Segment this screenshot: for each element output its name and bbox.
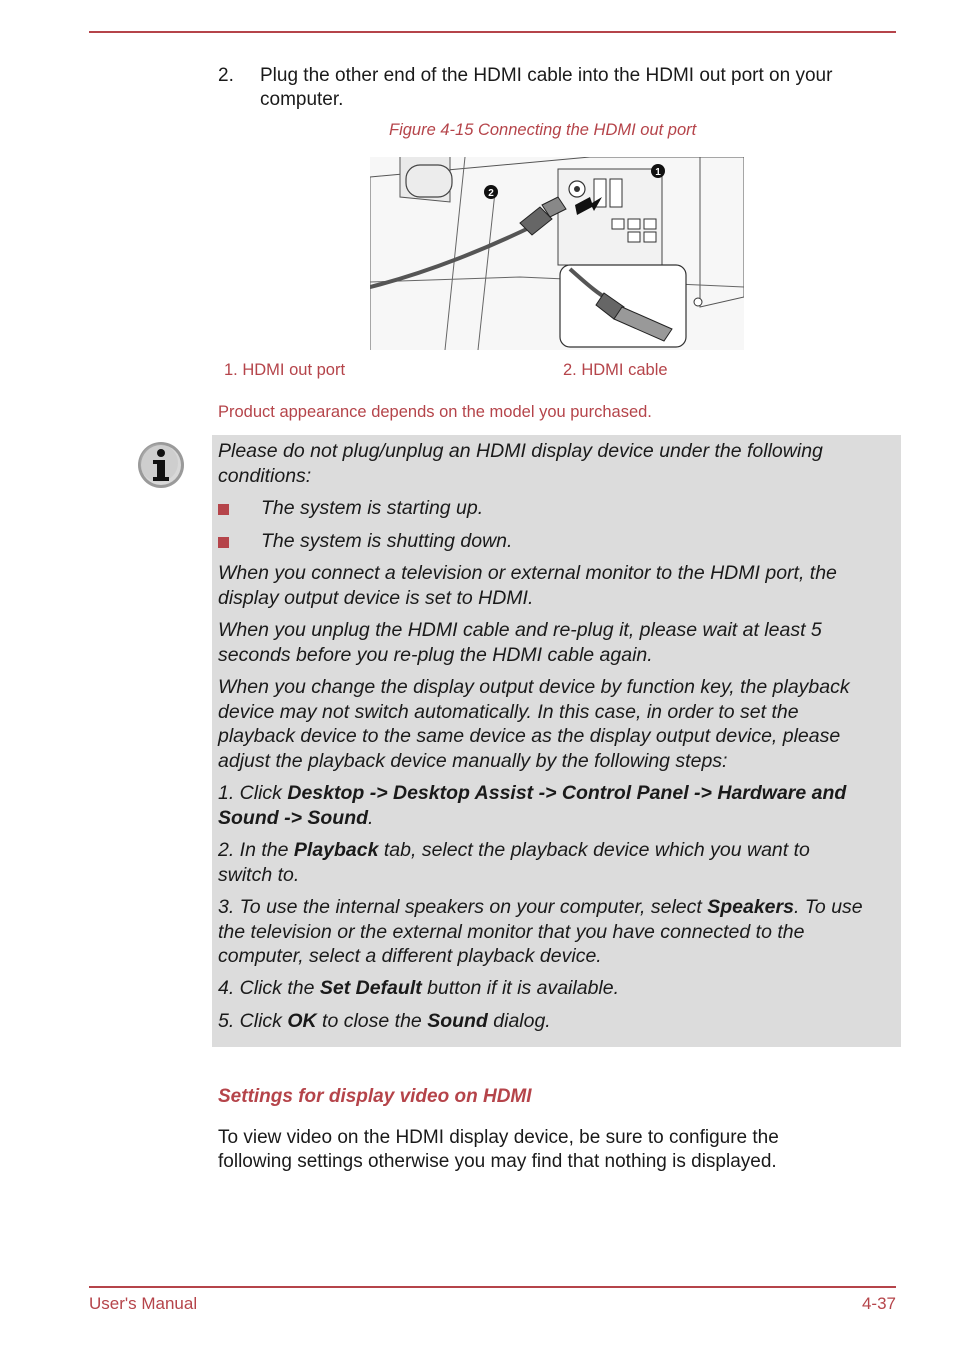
bullet-item: The system is starting up. xyxy=(261,497,484,519)
note-para-replug xyxy=(218,618,898,667)
para3-line: device may not switch automatically. In this case, in order to set the xyxy=(218,700,799,723)
para2-line1: When you unplug the HDMI cable and re-plug it, please wait at least 5 xyxy=(218,619,822,641)
footer-manual-title: User's Manual xyxy=(89,1294,198,1313)
step5-sound: Sound xyxy=(427,1010,488,1032)
step1-prefix: 1. Click xyxy=(218,782,288,804)
step2-line2: switch to. xyxy=(218,863,300,886)
step2-playback: Playback xyxy=(293,839,379,861)
para1-line1: When you connect a television or external monitor to the HDMI port, the xyxy=(218,562,837,584)
hdmi-connection-figure xyxy=(370,157,744,350)
bullet-item: The system is shutting down. xyxy=(261,530,513,552)
note-intro xyxy=(218,439,898,488)
note-step-1 xyxy=(218,781,898,830)
step1-path-a: Desktop -> Desktop Assist -> Control Panel -> Hardware and xyxy=(287,782,847,804)
step4-set-default: Set Default xyxy=(319,977,422,999)
step1-path-b: Sound -> Sound xyxy=(218,806,369,829)
step3-prefix: 3. To use the internal speakers on your computer, select xyxy=(218,896,708,918)
step5-rest: dialog. xyxy=(487,1010,551,1032)
step5-mid: to close the xyxy=(316,1010,428,1032)
info-icon xyxy=(136,440,186,490)
para3-line: When you change the display output device by function key, the playback xyxy=(218,676,850,698)
para3-line: adjust the playback device manually by the following steps: xyxy=(218,749,728,772)
footer-page-number: 4-37 xyxy=(861,1294,896,1313)
step-text-line1: Plug the other end of the HDMI cable into the HDMI out port on your xyxy=(260,65,833,86)
step2-rest: tab, select the playback device which you want to xyxy=(378,839,810,861)
para2-line2: seconds before you re-plug the HDMI cable again. xyxy=(218,643,653,666)
step4-prefix: 4. Click the xyxy=(218,977,320,999)
product-appearance-note: Product appearance depends on the model you purchased. xyxy=(218,403,652,421)
step3-rest: . To use xyxy=(793,896,863,918)
step4-rest: button if it is available. xyxy=(421,977,620,999)
step3-line2: the television or the external monitor that you have connected to the xyxy=(218,920,805,943)
header-rule xyxy=(89,31,896,33)
bullet-marker xyxy=(218,504,229,515)
step-text-line2: computer. xyxy=(260,89,344,110)
callout-1-label: 1 xyxy=(655,167,661,178)
bullet-marker xyxy=(218,537,229,548)
section-body xyxy=(218,1126,898,1174)
step-number: 2. xyxy=(218,65,234,86)
step5-ok: OK xyxy=(287,1010,317,1032)
step5-prefix: 5. Click xyxy=(218,1010,288,1032)
note-step-3 xyxy=(218,895,898,969)
note-step-2 xyxy=(218,838,898,887)
para1-line2: display output device is set to HDMI. xyxy=(218,586,534,609)
step2-prefix: 2. In the xyxy=(218,839,294,861)
para3-line: playback device to the same device as the display output device, please xyxy=(218,725,841,747)
note-step-4 xyxy=(218,976,898,1001)
callout-2-label: 2 xyxy=(488,188,494,199)
note-intro-line2: conditions: xyxy=(218,464,312,487)
legend-hdmi-out-port: 1. HDMI out port xyxy=(224,361,346,379)
step-text xyxy=(260,64,900,112)
legend-hdmi-cable: 2. HDMI cable xyxy=(563,361,668,379)
note-intro-line1: Please do not plug/unplug an HDMI display device under the following xyxy=(218,440,823,462)
note-para-function-key xyxy=(218,675,898,773)
section-body-line1: To view video on the HDMI display device, be sure to configure the xyxy=(218,1127,779,1148)
figure-caption: Figure 4-15 Connecting the HDMI out port xyxy=(389,121,697,139)
section-body-line2: following settings otherwise you may find that nothing is displayed. xyxy=(218,1151,777,1172)
hdmi-illustration xyxy=(370,157,744,350)
note-step-5 xyxy=(218,1009,898,1034)
step3-line3: computer, select a different playback device. xyxy=(218,945,602,967)
step3-speakers: Speakers xyxy=(707,896,794,918)
note-para-hdmi-output xyxy=(218,561,898,610)
footer-rule xyxy=(89,1286,896,1288)
section-heading: Settings for display video on HDMI xyxy=(218,1086,532,1107)
info-note-box xyxy=(212,435,901,1047)
step1-suffix: . xyxy=(368,806,374,829)
